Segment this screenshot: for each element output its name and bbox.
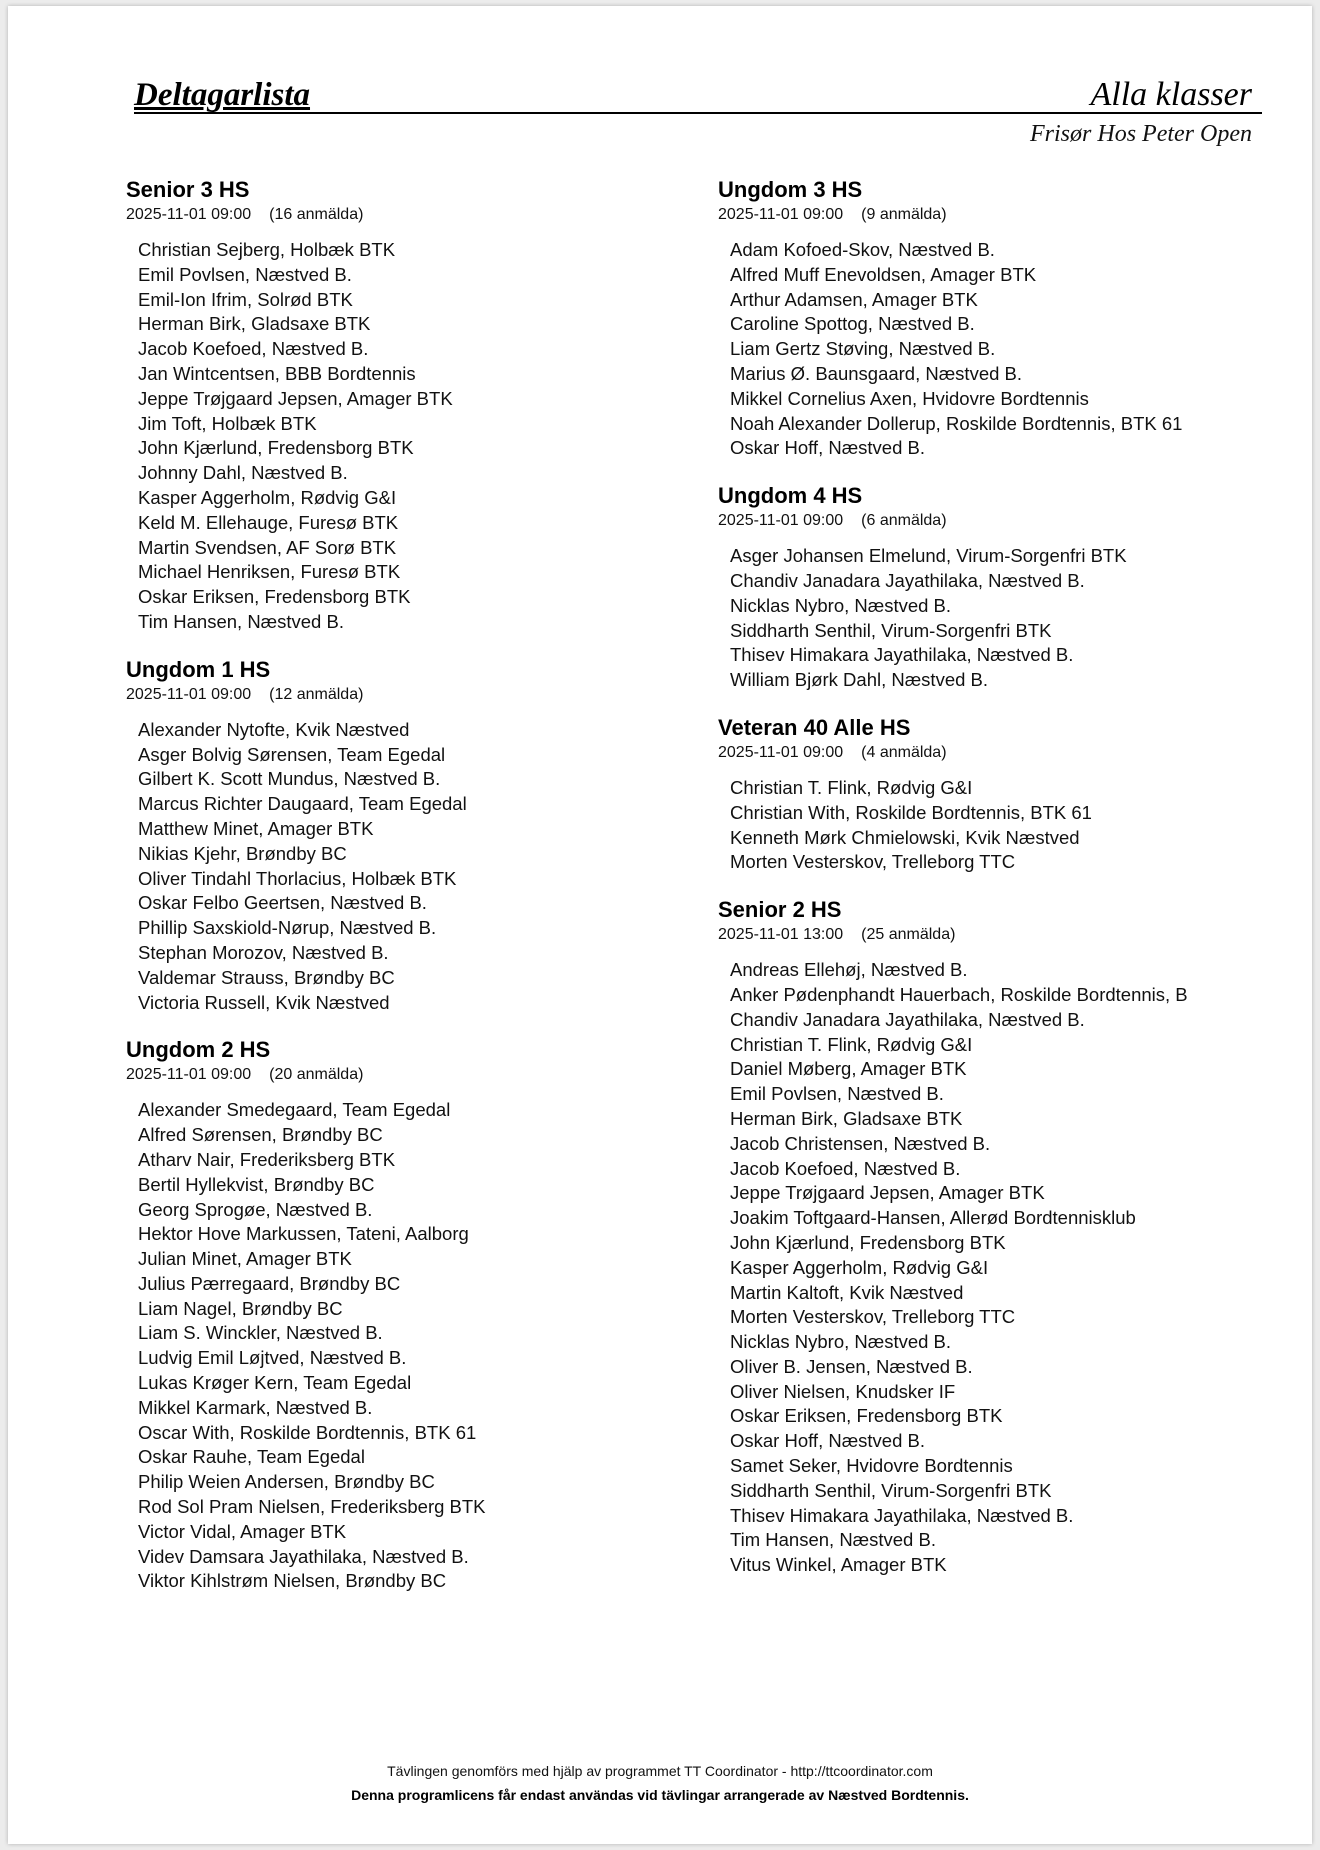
class-section [718,176,1278,461]
class-title: Ungdom 3 HS [718,177,863,202]
class-section [718,482,1278,693]
participant-list [126,238,686,635]
participant-entry: Emil Povlsen, Næstved B. [138,263,352,285]
participant-entry: Johnny Dahl, Næstved B. [138,462,348,484]
class-meta [126,684,686,706]
participant-entry: Alfred Sørensen, Brøndby BC [138,1124,383,1146]
class-scope: Alla klasser [1090,76,1252,113]
participant-entry: Arthur Adamsen, Amager BTK [730,288,978,310]
participant-entry: Joakim Toftgaard-Hansen, Allerød Bordtennisklub [730,1207,1136,1229]
participant-entry: Caroline Spottog, Næstved B. [730,313,975,335]
participant-entry: Gilbert K. Scott Mundus, Næstved B. [138,768,441,790]
participant-entry: Andreas Ellehøj, Næstved B. [730,959,968,981]
participant-entry: Liam S. Winckler, Næstved B. [138,1322,383,1344]
participant-entry: Oskar Felbo Geertsen, Næstved B. [138,892,427,914]
participant-entry: Martin Svendsen, AF Sorø BTK [138,536,397,558]
participant-entry: Rod Sol Pram Nielsen, Frederiksberg BTK [138,1496,486,1518]
class-section [126,1036,686,1594]
participant-entry: Philip Weien Andersen, Brøndby BC [138,1471,435,1493]
participant-entry: Daniel Møberg, Amager BTK [730,1058,967,1080]
class-datetime: 2025-11-01 09:00 [718,206,844,223]
participant-entry: Keld M. Ellehauge, Furesø BTK [138,511,399,533]
participant-entry: Liam Nagel, Brøndby BC [138,1297,343,1319]
participant-entry: Mikkel Cornelius Axen, Hvidovre Bordtennis [730,387,1089,409]
class-datetime: 2025-11-01 09:00 [126,1066,252,1084]
class-meta [126,1064,686,1086]
participant-list [126,718,686,1016]
class-meta [718,742,1278,764]
participant-entry: Herman Birk, Gladsaxe BTK [138,313,371,335]
participant-entry: Thisev Himakara Jayathilaka, Næstved B. [730,644,1074,666]
participant-entry: Georg Sprogøe, Næstved B. [138,1198,373,1220]
participant-entry: Alexander Nytofte, Kvik Næstved [138,718,410,740]
participant-entry: Victoria Russell, Kvik Næstved [138,991,390,1013]
class-entry-count: (25 anmälda) [861,926,956,944]
participant-entry: John Kjærlund, Fredensborg BTK [138,437,414,459]
class-datetime: 2025-11-01 13:00 [718,926,844,944]
participant-entry: Tim Hansen, Næstved B. [138,610,344,632]
participant-entry: Alexander Smedegaard, Team Egedal [138,1099,451,1121]
class-meta [718,204,1278,226]
participant-entry: Christian T. Flink, Rødvig G&I [730,776,973,798]
class-datetime: 2025-11-01 09:00 [126,685,252,703]
right-column [718,176,1278,1599]
participant-entry: Kenneth Mørk Chmielowski, Kvik Næstved [730,826,1080,848]
participant-entry: Siddharth Senthil, Virum-Sorgenfri BTK [730,1479,1052,1501]
participant-entry: Mikkel Karmark, Næstved B. [138,1396,373,1418]
header-divider [134,112,1262,114]
participant-entry: John Kjærlund, Fredensborg BTK [730,1231,1006,1253]
left-column [126,176,686,1615]
participant-entry: Jacob Koefoed, Næstved B. [138,338,369,360]
participant-entry: Marcus Richter Daugaard, Team Egedal [138,793,467,815]
class-title: Ungdom 1 HS [126,656,271,682]
participant-entry: Martin Kaltoft, Kvik Næstved [730,1281,964,1303]
participant-list [718,238,1278,461]
participant-list [718,958,1278,1578]
participant-entry: Valdemar Strauss, Brøndby BC [138,966,395,988]
participant-entry: Christian Sejberg, Holbæk BTK [138,239,396,260]
class-title: Senior 3 HS [126,177,250,202]
participant-entry: Jim Toft, Holbæk BTK [138,412,317,434]
class-entry-count: (4 anmälda) [861,743,947,761]
participant-entry: Christian T. Flink, Rødvig G&I [730,1033,973,1055]
class-section [718,896,1278,1578]
class-entry-count: (16 anmälda) [269,206,364,223]
participant-entry: Jeppe Trøjgaard Jepsen, Amager BTK [730,1182,1045,1204]
class-title: Ungdom 4 HS [718,483,863,509]
participant-entry: Samet Seker, Hvidovre Bordtennis [730,1455,1013,1477]
class-section [126,176,686,635]
participant-entry: Adam Kofoed-Skov, Næstved B. [730,239,995,260]
class-datetime: 2025-11-01 09:00 [718,512,844,530]
participant-entry: Chandiv Janadara Jayathilaka, Næstved B. [730,1008,1085,1030]
participant-entry: Nicklas Nybro, Næstved B. [730,594,952,616]
participant-entry: Atharv Nair, Frederiksberg BTK [138,1148,396,1170]
class-entry-count: (9 anmälda) [861,206,947,223]
class-meta [718,924,1278,946]
participant-list [126,1098,686,1594]
participant-entry: Alfred Muff Enevoldsen, Amager BTK [730,263,1037,285]
participant-entry: Oliver B. Jensen, Næstved B. [730,1355,973,1377]
participant-entry: Liam Gertz Støving, Næstved B. [730,338,996,360]
class-title: Senior 2 HS [718,897,842,923]
class-section [718,714,1278,875]
participant-entry: Nicklas Nybro, Næstved B. [730,1331,952,1353]
participant-entry: Oscar With, Roskilde Bordtennis, BTK 61 [138,1421,477,1443]
footer-license-note: Denna programlicens får endast användas vid tävlingar arrangerade av Næstved Bordtennis. [351,1787,969,1803]
class-meta [126,204,686,226]
participant-entry: Jacob Christensen, Næstved B. [730,1132,991,1154]
participant-entry: Nikias Kjehr, Brøndby BC [138,842,347,864]
participant-entry: Hektor Hove Markussen, Tateni, Aalborg [138,1223,469,1245]
participant-entry: Siddharth Senthil, Virum-Sorgenfri BTK [730,619,1052,641]
participant-entry: Herman Birk, Gladsaxe BTK [730,1107,963,1129]
participant-entry: Oskar Eriksen, Fredensborg BTK [730,1405,1003,1427]
class-datetime: 2025-11-01 09:00 [126,206,252,223]
class-entry-count: (12 anmälda) [269,685,364,703]
tournament-name: Frisør Hos Peter Open [1030,121,1252,147]
participant-entry: Jeppe Trøjgaard Jepsen, Amager BTK [138,387,453,409]
participant-entry: Oskar Hoff, Næstved B. [730,1430,925,1452]
participant-entry: Oliver Tindahl Thorlacius, Holbæk BTK [138,867,457,889]
participant-entry: Oskar Rauhe, Team Egedal [138,1446,365,1468]
class-title: Ungdom 2 HS [126,1037,271,1063]
class-entry-count: (6 anmälda) [861,512,947,530]
participant-entry: Videv Damsara Jayathilaka, Næstved B. [138,1545,469,1567]
participant-entry: William Bjørk Dahl, Næstved B. [730,669,989,691]
participant-entry: Chandiv Janadara Jayathilaka, Næstved B. [730,569,1085,591]
participant-entry: Morten Vesterskov, Trelleborg TTC [730,851,1016,873]
participant-entry: Christian With, Roskilde Bordtennis, BTK 61 [730,801,1092,823]
participant-entry: Lukas Krøger Kern, Team Egedal [138,1372,412,1394]
participant-entry: Asger Johansen Elmelund, Virum-Sorgenfri BTK [730,545,1127,567]
participant-entry: Asger Bolvig Sørensen, Team Egedal [138,743,446,765]
footer-software-note: Tävlingen genomförs med hjälp av programmet TT Coordinator - http://ttcoordinator.com [387,1763,933,1779]
participant-entry: Oskar Hoff, Næstved B. [730,437,925,459]
participant-list [718,544,1278,693]
participant-list [718,776,1278,875]
participant-entry: Morten Vesterskov, Trelleborg TTC [730,1306,1016,1328]
participant-entry: Jan Wintcentsen, BBB Bordtennis [138,362,416,384]
participant-entry: Thisev Himakara Jayathilaka, Næstved B. [730,1504,1074,1526]
participant-entry: Matthew Minet, Amager BTK [138,817,374,839]
participant-entry: Vitus Winkel, Amager BTK [730,1554,947,1576]
participant-entry: Victor Vidal, Amager BTK [138,1520,347,1542]
class-entry-count: (20 anmälda) [269,1066,364,1084]
participant-entry: Oliver Nielsen, Knudsker IF [730,1380,956,1402]
participant-entry: Emil Povlsen, Næstved B. [730,1083,944,1105]
participant-entry: Stephan Morozov, Næstved B. [138,941,389,963]
participant-entry: Julian Minet, Amager BTK [138,1248,352,1270]
participant-entry: Ludvig Emil Løjtved, Næstved B. [138,1347,407,1369]
class-meta [718,510,1278,532]
participant-entry: Julius Pærregaard, Brøndby BC [138,1272,401,1294]
participant-entry: Emil-Ion Ifrim, Solrød BTK [138,288,353,310]
class-section [126,656,686,1016]
participant-entry: Tim Hansen, Næstved B. [730,1529,936,1551]
participant-entry: Bertil Hyllekvist, Brøndby BC [138,1173,375,1195]
participant-entry: Noah Alexander Dollerup, Roskilde Bordtennis, BTK 61 [730,412,1183,434]
class-title: Veteran 40 Alle HS [718,714,911,740]
participant-entry: Michael Henriksen, Furesø BTK [138,561,401,583]
participant-entry: Kasper Aggerholm, Rødvig G&I [730,1256,989,1278]
class-datetime: 2025-11-01 09:00 [718,743,844,761]
document-title: Deltagarlista [134,77,311,113]
participant-entry: Marius Ø. Baunsgaard, Næstved B. [730,362,1023,384]
participant-entry: Jacob Koefoed, Næstved B. [730,1157,961,1179]
participant-entry: Viktor Kihlstrøm Nielsen, Brøndby BC [138,1570,447,1592]
participant-entry: Oskar Eriksen, Fredensborg BTK [138,586,411,608]
participant-entry: Phillip Saxskiold-Nørup, Næstved B. [138,917,437,939]
participant-entry: Kasper Aggerholm, Rødvig G&I [138,486,397,508]
participant-entry: Anker Pødenphandt Hauerbach, Roskilde Bordtennis, B [730,983,1188,1005]
